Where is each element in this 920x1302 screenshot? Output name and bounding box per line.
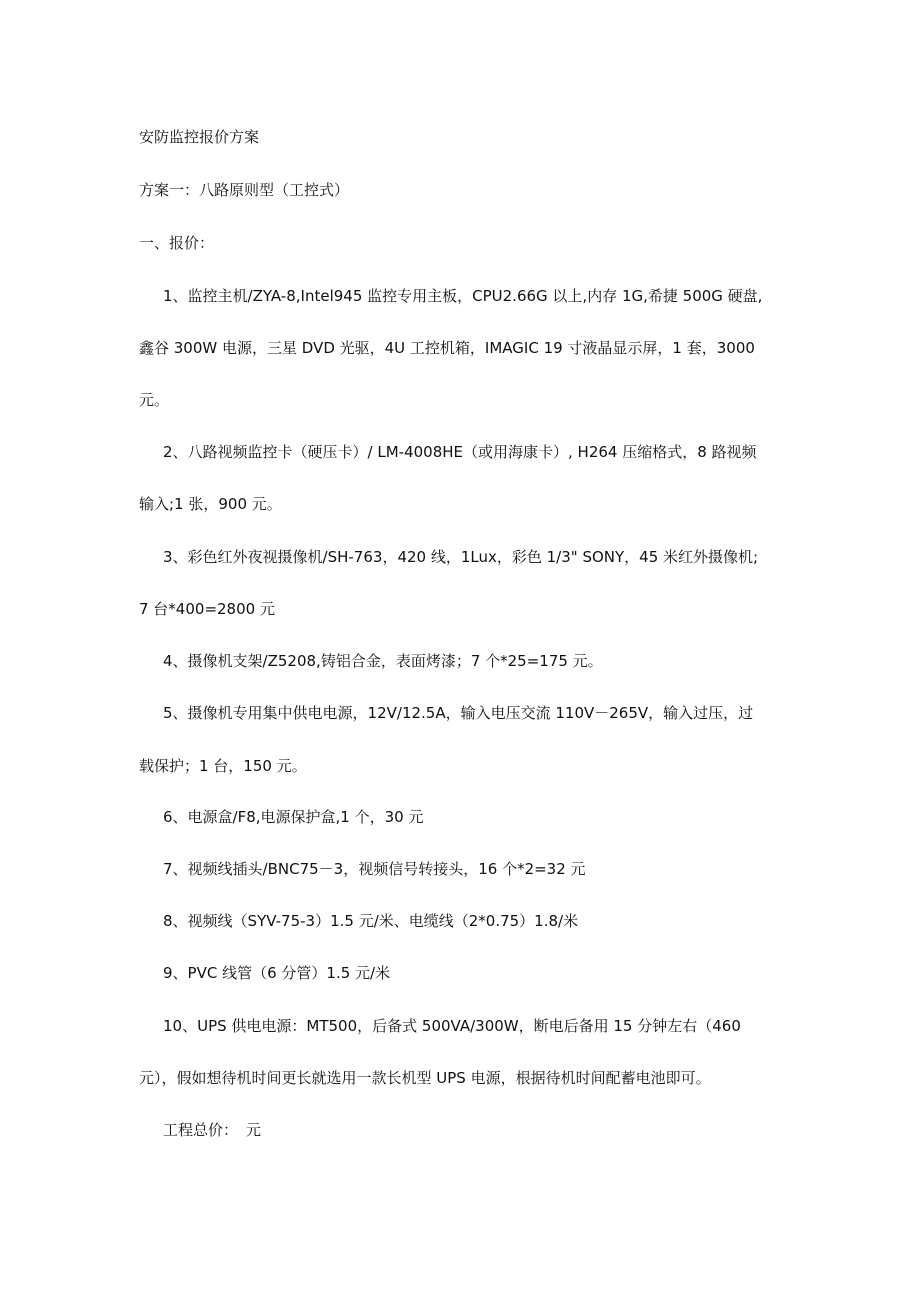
item-5-line-1: 5、摄像机专用集中供电电源，12V/12.5A，输入电压交流 110V－265V，输入过压，过 <box>163 704 754 722</box>
item-2-line-1: 2、八路视频监控卡（硬压卡）/ LM-4008HE（或用海康卡）, H264 压缩格式，8 路视频 <box>163 443 757 461</box>
total-label: 工程总价： <box>163 1121 239 1139</box>
item-10-line-1: 10、UPS 供电电源：MT500，后备式 500VA/300W，断电后备用 15 分钟左右（460 <box>163 1017 741 1035</box>
item-3-line-2: 7 台*400=2800 元 <box>139 600 275 618</box>
item-7-line-1: 7、视频线插头/BNC75－3，视频信号转接头，16 个*2=32 元 <box>163 860 586 878</box>
plan-heading: 方案一：八路原则型（工控式） <box>139 181 350 199</box>
item-1-line-3: 元。 <box>139 391 170 409</box>
item-1-line-2: 鑫谷 300W 电源，三星 DVD 光驱，4U 工控机箱，IMAGIC 19 寸液晶显示屏，1 套，3000 <box>139 339 755 357</box>
item-1-line-1: 1、监控主机/ZYA-8,Intel945 监控专用主板，CPU2.66G 以上,内存 1G,希捷 500G 硬盘, <box>163 287 763 305</box>
total-unit: 元 <box>246 1121 262 1139</box>
item-8-line-1: 8、视频线（SYV-75-3）1.5 元/米、电缆线（2*0.75）1.8/米 <box>163 912 579 930</box>
section-heading: 一、报价： <box>139 234 215 252</box>
item-4-line-1: 4、摄像机支架/Z5208,铸铝合金，表面烤漆；7 个*25=175 元。 <box>163 652 603 670</box>
project-total <box>163 1120 261 1140</box>
item-10-line-2: 元），假如想待机时间更长就选用一款长机型 UPS 电源，根据待机时间配蓄电池即可。 <box>139 1069 711 1087</box>
document-title: 安防监控报价方案 <box>139 128 260 146</box>
item-2-line-2: 输入;1 张，900 元。 <box>139 495 282 513</box>
item-3-line-1: 3、彩色红外夜视摄像机/SH-763，420 线，1Lux，彩色 1/3" SONY，45 米红外摄像机; <box>163 548 759 566</box>
item-6-line-1: 6、电源盒/F8,电源保护盒,1 个，30 元 <box>163 808 424 826</box>
item-9-line-1: 9、PVC 线管（6 分管）1.5 元/米 <box>163 964 391 982</box>
item-5-line-2: 载保护；1 台，150 元。 <box>139 757 307 775</box>
